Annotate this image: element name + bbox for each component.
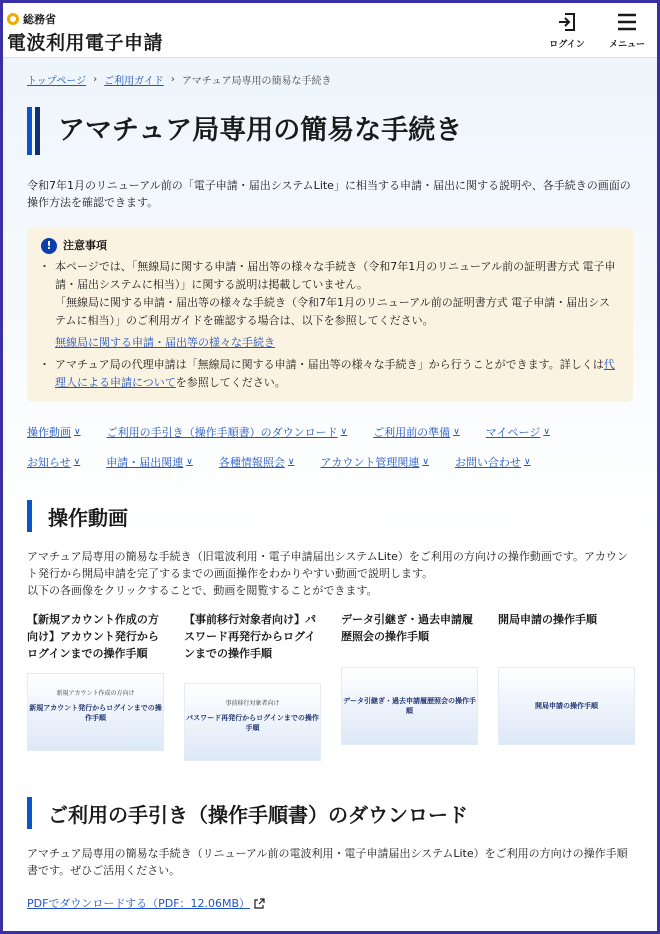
anchor-mypage[interactable] [486,424,550,440]
anchor-manual-download[interactable] [107,424,348,440]
page-title: アマチュア局専用の簡易な手続き [58,115,463,146]
videos-section-text [27,548,633,599]
section-accent-bar [27,500,32,532]
anchor-videos[interactable] [27,424,81,440]
video-card[interactable] [184,611,319,761]
site-title: 電波利用電子申請 [7,32,164,54]
video-card[interactable] [498,611,633,761]
chevron-down-icon: ∨ [340,427,348,437]
notice-link-proxy-application[interactable]: 代理人による申請について [55,358,615,389]
login-icon [556,11,578,33]
videos-section-heading [27,500,633,532]
section-title: 操作動画 [48,505,128,530]
anchor-applications[interactable] [106,454,193,470]
pdf-download-link[interactable] [27,895,265,911]
video-list [27,611,633,761]
anchor-label: 申請・届出関連 [106,456,184,469]
menu-label: メニュー [608,40,645,50]
chevron-down-icon: ∨ [453,427,460,437]
login-button[interactable] [543,11,591,50]
chevron-down-icon: ∨ [287,457,295,467]
anchor-news[interactable] [27,454,80,470]
chevron-down-icon: ∨ [74,427,81,437]
video-thumbnail[interactable] [184,683,321,761]
video-label: 開局申請の操作手順 [498,613,597,626]
login-label: ログイン [549,40,585,50]
video-thumbnail[interactable] [27,673,164,751]
notice-item [41,258,619,352]
notice-link-various-procedures[interactable]: 無線局に関する申請・届出等の様々な手続き [55,336,275,349]
notice-text: ・ 本ページでは、「無線局に関する申請・届出等の様々な手続き（令和7年1月のリニューアル前の証明書方式 電子申請・届出システムに相当）」に関する説明は掲載していません。 [55,260,616,291]
section-title: ご利用の手引き（操作手順書）のダウンロード [48,802,468,827]
chevron-right-icon: › [170,74,175,85]
external-link-icon [254,898,265,909]
anchor-nav [27,424,633,470]
section-accent-bar [27,797,32,829]
breadcrumb-guide-link[interactable]: ご利用ガイド [104,76,164,87]
ministry-emblem-icon [7,13,19,25]
breadcrumb-top-link[interactable]: トップページ [27,76,87,87]
chevron-right-icon: › [93,74,98,85]
chevron-down-icon: ∨ [543,427,550,437]
anchor-label: ご利用前の準備 [373,426,451,439]
thumbnail-title: 新規アカウント発行からログインまでの操作手順 [29,704,162,722]
menu-button[interactable] [603,11,651,50]
anchor-preparation[interactable] [373,424,460,440]
anchor-inquiry-info[interactable] [219,454,295,470]
breadcrumb-current: アマチュア局専用の簡易な手続き [181,76,332,87]
site-logo[interactable] [7,11,163,55]
download-section-text: アマチュア局専用の簡易な手続き（リニューアル前の電波利用・電子申請届出システムLite）をご利用の方向けの操作手順書です。ぜひご活用ください。 [27,847,628,877]
main-content [3,58,657,931]
title-accent-bar [27,107,32,155]
thumbnail-title: パスワード再発行からログインまでの操作手順 [186,714,319,732]
exclamation-icon: ! [41,238,57,254]
thumbnail-caption: 事前移行対象者向け [225,700,280,707]
video-thumbnail[interactable] [498,667,635,745]
anchor-label: マイページ [485,426,541,439]
chevron-down-icon: ∨ [523,457,531,467]
download-section-heading [27,797,633,829]
hamburger-menu-icon [616,11,638,33]
thumbnail-title: データ引継ぎ・過去申請履歴照会の操作手順 [343,697,476,715]
videos-instruction: 以下の各画像をクリックすることで、動画を閲覧することができます。 [27,584,378,597]
video-card[interactable] [341,611,476,761]
anchor-label: 各種情報照会 [218,456,285,469]
breadcrumb [27,58,633,87]
chevron-down-icon: ∨ [186,457,193,467]
anchor-label: お知らせ [27,456,71,469]
chevron-down-icon: ∨ [422,457,429,467]
notice-item [41,356,619,392]
notice-text: 「無線局に関する申請・届出等の様々な手続き（令和7年1月のリニューアル前の証明書方式 電子申請・届出システムに相当）」のご利用ガイドを確認する場合は、以下を参照してください。 [55,296,610,327]
chevron-down-icon: ∨ [73,457,81,467]
site-header [3,3,657,58]
videos-description: アマチュア局専用の簡易な手続き（旧電波利用・電子申請届出システムLite）をご利用の方向けの操作動画です。アカウント発行から開局申請を完了するまでの画面操作をわかりやすい動画で説明します。 [27,550,628,580]
thumbnail-title: 開局申請の操作手順 [535,702,598,710]
video-label: 【事前移行対象者向け】パスワード再発行からログインまでの操作手順 [184,613,316,660]
notice-box [27,227,633,402]
anchor-label: 操作動画 [27,426,71,439]
page-lead: 令和7年1月のリニューアル前の「電子申請・届出システムLite」に相当する申請・届出に関する説明や、各手続きの画面の操作方法を確認できます。 [27,179,631,209]
anchor-contact[interactable] [455,454,531,470]
video-label: 【新規アカウント作成の方向け】アカウント発行からログインまでの操作手順 [27,613,159,660]
ministry-name: 総務省 [23,13,56,26]
thumbnail-caption: 新規アカウント作成の方向け [56,690,135,697]
page-frame [3,3,657,931]
anchor-account-management[interactable] [320,454,428,470]
notice-text: アマチュア局の代理申請は「無線局に関する申請・届出等の様々な手続き」から行うことができます。詳しくは [55,358,604,371]
anchor-label: ご利用の手引き（操作手順書）のダウンロード [106,426,338,439]
video-card[interactable] [27,611,162,761]
anchor-label: アカウント管理関連 [320,456,420,469]
notice-text: を参照してください。 [175,376,286,389]
notice-heading: 注意事項 [63,239,107,252]
video-label: データ引継ぎ・過去申請履歴照会の操作手順 [341,613,473,643]
anchor-label: お問い合わせ [454,456,521,469]
page-title-block [27,107,633,155]
video-thumbnail[interactable] [341,667,478,745]
pdf-link-label: PDFでダウンロードする（PDF：12.06MB） [27,897,251,910]
